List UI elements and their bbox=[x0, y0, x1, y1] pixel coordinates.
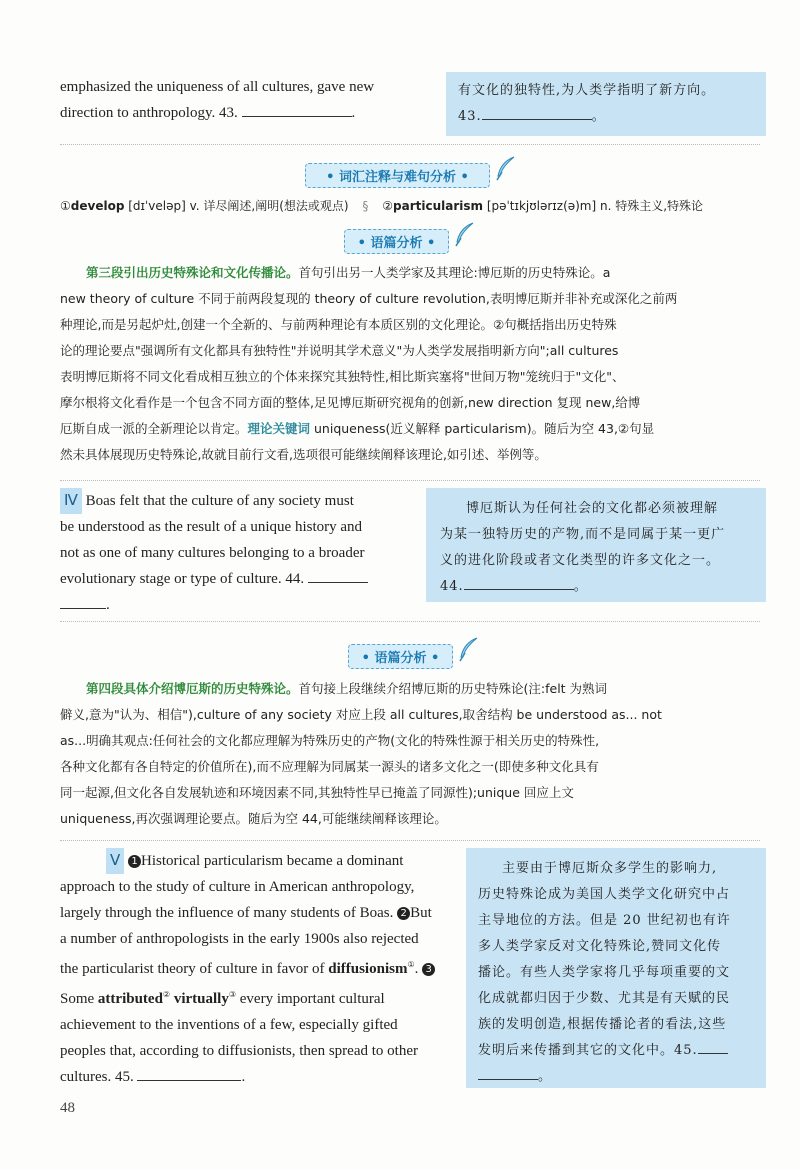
answer-blank-45-cn[interactable] bbox=[698, 1039, 728, 1054]
quill-icon bbox=[457, 637, 479, 663]
para5-en-line: largely through the influence of many students of Boas. 2 But bbox=[60, 905, 432, 921]
para4-cn-line: 义的进化阶段或者文化类型的许多文化之一。 bbox=[440, 553, 721, 568]
analysis-line: 各种文化都有各自特定的价值所在),而不应理解为同属某一源头的诸多文化之一(即使多种文化具有 bbox=[60, 759, 599, 774]
analysis-line: 表明博厄斯将不同文化看成相互独立的个体来探究其独特性,相比斯宾塞将"世间万物"笼统归于"文化"、 bbox=[60, 369, 625, 384]
top-en-line: emphasized the uniqueness of all cultures, gave new bbox=[60, 79, 375, 95]
quill-icon bbox=[453, 222, 475, 248]
analysis-line: as...明确其观点:任何社会的文化都应理解为特殊历史的产物(文化的特殊性源于相关历史的特殊性, bbox=[60, 733, 600, 748]
para4-cn-line: 博厄斯认为任何社会的文化都必须被理解 bbox=[466, 501, 719, 516]
para5-cn-line: 主要由于博厄斯众多学生的影响力, bbox=[502, 861, 718, 876]
top-cn-line: 有文化的独特性,为人类学指明了新方向。 bbox=[458, 83, 716, 98]
para5-en-line: a number of anthropologists in the early 1900s also rejected bbox=[60, 931, 419, 947]
divider bbox=[60, 840, 760, 841]
sentence-number-icon: 1 bbox=[128, 855, 141, 868]
top-en-text bbox=[60, 74, 432, 126]
analysis-line: 论的理论要点"强调所有文化都具有独特性"并说明其学术意义"为人类学发展指明新方向";all cultures bbox=[60, 343, 619, 358]
divider bbox=[60, 480, 760, 481]
analysis-line: 摩尔根将文化看作是一个包含不同方面的整体,足见博厄斯研究视角的创新,new direction 复现 new,给博 bbox=[60, 395, 641, 410]
analysis-line: 然未具体展现历史特殊论,故就目前行文看,选项很可能继续阐释该理论,如引述、举例等。 bbox=[60, 447, 547, 462]
vocab-notes bbox=[60, 195, 760, 217]
divider bbox=[60, 621, 760, 622]
divider bbox=[60, 144, 760, 145]
roman-numeral: Ⅳ bbox=[60, 488, 82, 514]
para4-en-line: Ⅳ Boas felt that the culture of any society must bbox=[60, 488, 410, 514]
analysis-line: 僻义,意为"认为、相信"),culture of any society 对应上段 all cultures,取舍结构 be understood as... not bbox=[60, 707, 662, 722]
analysis-line: 种理论,而是另起炉灶,创建一个全新的、与前两种理论有本质区别的文化理论。②句概括指出历史特殊 bbox=[60, 317, 617, 332]
para5-cn-line: 。 bbox=[478, 1064, 754, 1090]
para4-en-line: be understood as the result of a unique history and bbox=[60, 519, 363, 535]
analysis-tag-4: • 语篇分析 • bbox=[348, 644, 453, 669]
para5-en-line: Some attributed② virtually③ every important cultural bbox=[60, 990, 385, 1007]
page-number: 48 bbox=[60, 1100, 75, 1116]
analysis-line: 同一起源,但文化各自发展轨迹和环境因素不同,其独特性早已掩盖了同源性);unique 回应上文 bbox=[60, 785, 574, 800]
answer-blank-45[interactable] bbox=[137, 1066, 241, 1081]
para5-en-line: achievement to the inventions of a few, especially gifted bbox=[60, 1017, 398, 1033]
top-en-line: direction to anthropology. 43. . bbox=[60, 100, 432, 126]
para5-cn-line: 播论。有些人类学家将几乎每项重要的文 bbox=[478, 965, 731, 980]
para5-cn-line: 主导地位的方法。但是 20 世纪初也有许 bbox=[478, 913, 731, 928]
para4-cn-line: 为某一独特历史的产物,而不是同属于某一更广 bbox=[440, 527, 726, 542]
separator-icon: § bbox=[362, 199, 369, 213]
para4-en-line: not as one of many cultures belonging to a broader bbox=[60, 545, 365, 561]
para5-cn-line: 多人类学家反对文化特殊论,赞同文化传 bbox=[478, 939, 722, 954]
roman-numeral: Ⅴ bbox=[106, 848, 124, 874]
analysis-line: 第三段引出历史特殊论和文化传播论。首句引出另一人类学家及其理论:博厄斯的历史特殊论。a bbox=[86, 265, 611, 280]
para5-cn-line: 族的发明创造,根据传播论者的看法,这些 bbox=[478, 1017, 727, 1032]
vocab-item-develop: ①develop [dɪˈveləp] v. 详尽阐述,阐明(想法或观点) bbox=[60, 199, 349, 213]
answer-blank-44-cn[interactable] bbox=[464, 575, 574, 590]
para5-cn-box bbox=[466, 848, 766, 1088]
answer-blank-43[interactable] bbox=[242, 102, 352, 117]
para5-cn-line: 发明后来传播到其它的文化中。45. bbox=[478, 1038, 754, 1064]
para5-en-line: Ⅴ 1 Historical particularism became a dominant bbox=[60, 848, 450, 874]
para4-cn-box bbox=[426, 488, 766, 602]
quill-icon bbox=[494, 156, 516, 182]
vocab-tag: • 词汇注释与难句分析 • bbox=[305, 163, 490, 188]
analysis-line: 第四段具体介绍博厄斯的历史特殊论。首句接上段继续介绍博厄斯的历史特殊论(注:felt 为熟词 bbox=[86, 681, 608, 696]
answer-blank-44[interactable] bbox=[308, 568, 368, 583]
sentence-number-icon: 2 bbox=[397, 907, 410, 920]
answer-blank-45-cn-cont[interactable] bbox=[478, 1065, 538, 1080]
para5-cn-line: 化成就都归因于少数、尤其是有天赋的民 bbox=[478, 991, 731, 1006]
analysis-line: new theory of culture 不同于前两段复现的 theory of culture revolution,表明博厄斯并非补充或深化之前两 bbox=[60, 291, 678, 306]
para4-en-line: . bbox=[60, 592, 410, 618]
para5-en-line: approach to the study of culture in American anthropology, bbox=[60, 879, 415, 895]
top-cn-line: 43. 。 bbox=[458, 104, 754, 130]
sentence-number-icon: 3 bbox=[422, 963, 435, 976]
analysis-line: 厄斯自成一派的全新理论以肯定。理论关键词 uniqueness(近义解释 particularism)。随后为空 43,②句显 bbox=[60, 421, 655, 436]
para5-cn-line: 历史特殊论成为美国人类学文化研究中占 bbox=[478, 887, 731, 902]
vocab-item-particularism: ②particularism [pəˈtɪkjʊlərɪz(ə)m] n. 特殊主义,特殊论 bbox=[382, 199, 704, 213]
para5-en-line: the particularist theory of culture in favor of diffusionism①. 3 bbox=[60, 952, 450, 982]
top-cn-box bbox=[446, 72, 766, 136]
para5-en-text bbox=[60, 848, 450, 1090]
answer-blank-43-cn[interactable] bbox=[482, 105, 592, 120]
para5-en-line: cultures. 45. . bbox=[60, 1064, 450, 1090]
para4-cn-line: 44. 。 bbox=[440, 574, 752, 600]
analysis-paragraph-4 bbox=[60, 676, 765, 832]
analysis-tag-3: • 语篇分析 • bbox=[344, 229, 449, 254]
para4-en-text bbox=[60, 488, 410, 618]
answer-blank-44-cont[interactable] bbox=[60, 594, 106, 609]
para5-en-line: peoples that, according to diffusionists, then spread to other bbox=[60, 1043, 418, 1059]
analysis-line: uniqueness,再次强调理论要点。随后为空 44,可能继续阐释该理论。 bbox=[60, 811, 447, 826]
analysis-paragraph-3 bbox=[60, 260, 765, 468]
para4-en-line: evolutionary stage or type of culture. 44. bbox=[60, 566, 410, 592]
